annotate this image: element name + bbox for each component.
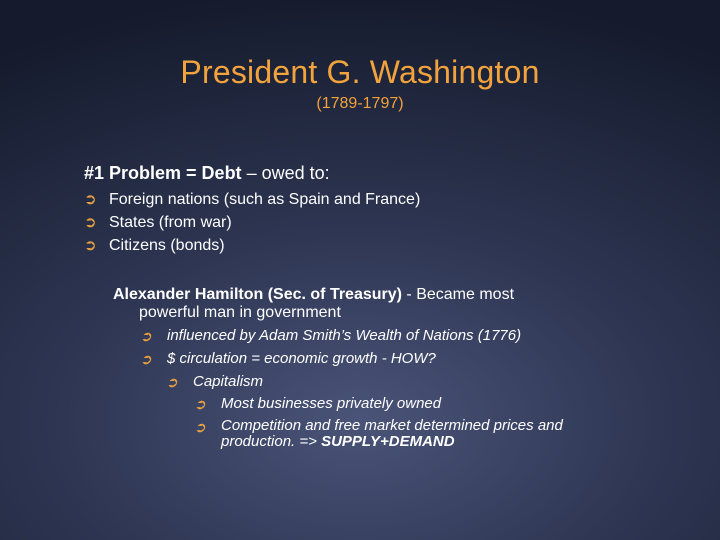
hamilton-rest: - Became most [401,286,515,303]
hamilton-line2: powerful man in government [139,304,341,321]
debt-heading-bold: #1 Problem = Debt [84,163,242,183]
slide-subtitle: (1789-1797) [316,95,404,112]
bullet-arrow-icon: ➲ [84,214,97,231]
supply-demand-label: SUPPLY+DEMAND [321,433,455,450]
debt-heading-rest: – owed to: [241,163,330,183]
bullet-arrow-icon: ➲ [140,328,152,344]
debt-item-states: States (from war) [109,214,232,231]
competition-line2-prefix: production. => [221,433,322,450]
debt-item-citizens: Citizens (bonds) [109,237,225,254]
competition-item [221,418,621,450]
hamilton-paragraph [113,286,613,322]
bullet-arrow-icon: ➲ [166,374,178,390]
competition-line1: Competition and free market determined prices and [221,417,563,434]
slide-title: President G. Washington [180,54,540,90]
influence-book: Wealth of Nations [355,327,474,344]
influence-item [167,327,521,345]
debt-heading [84,162,330,184]
capitalism-item: Capitalism [193,373,264,390]
circulation-item: $ circulation = economic growth - HOW? [167,350,436,367]
influence-prefix: influenced by Adam Smith’s [167,327,356,344]
bullet-arrow-icon: ➲ [140,351,152,367]
bullet-arrow-icon: ➲ [84,237,97,254]
hamilton-bold: Alexander Hamilton (Sec. of Treasury) [113,286,402,303]
bullet-arrow-icon: ➲ [84,191,97,208]
debt-item-foreign: Foreign nations (such as Spain and France) [109,191,421,208]
bullet-arrow-icon: ➲ [194,419,206,435]
businesses-item: Most businesses privately owned [221,395,442,412]
influence-suffix: (1776) [473,327,522,344]
bullet-arrow-icon: ➲ [194,396,206,412]
